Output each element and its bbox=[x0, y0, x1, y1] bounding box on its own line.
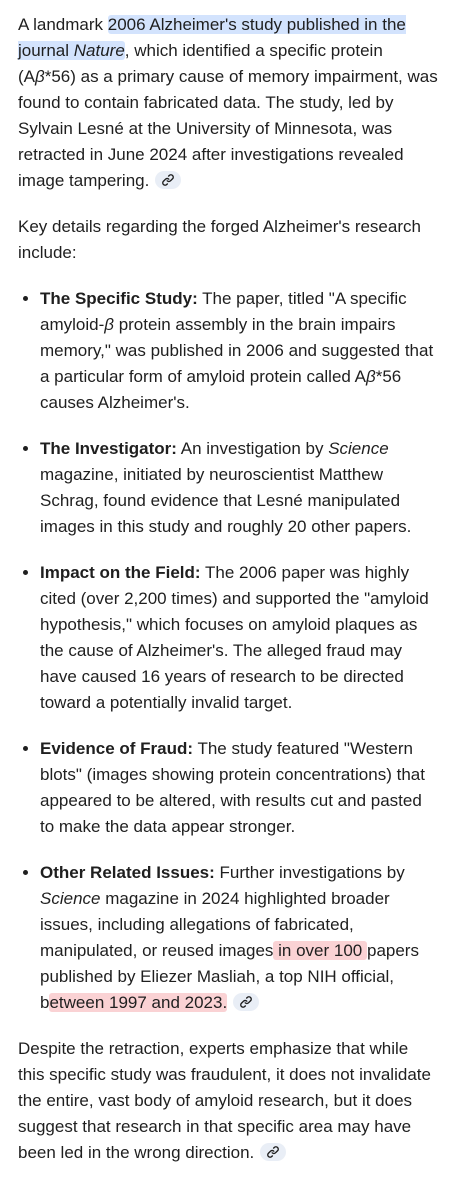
conclusion-paragraph bbox=[18, 1036, 438, 1166]
list-item-evidence bbox=[40, 736, 438, 840]
intro-post2: *56) as a primary cause of memory impairment, was found to contain fabricated data. The study, led by Sylvain Lesné at the University of Minnesota, was retracted in June 2024 after investigations revealed image tampering. bbox=[18, 67, 438, 190]
key-details-list bbox=[18, 286, 438, 1016]
bullet-text: The 2006 paper was highly cited (over 2,200 times) and supported the "amyloid hypothesis," which focuses on amyloid plaques as the cause of Alzheimer's. The alleged fraud may have caused 16 years of research to be directed toward a potentially invalid target. bbox=[40, 563, 429, 712]
bullet-text: protein assembly in the brain impairs memory," was published in 2006 and suggested that a particular form of amyloid protein called A bbox=[40, 315, 434, 386]
lead-in-paragraph: Key details regarding the forged Alzheimer's research include: bbox=[18, 217, 421, 262]
magazine-name: Science bbox=[40, 889, 101, 908]
bullet-text: The study featured "Western blots" (images showing protein concentrations) that appeared to be altered, with results cut and pasted to make the data appear stronger. bbox=[40, 739, 425, 836]
list-item-specific-study bbox=[40, 286, 438, 416]
citation-link-button[interactable] bbox=[233, 993, 259, 1011]
highlight-red-years: etween 1997 and 2023. bbox=[49, 993, 228, 1012]
bullet-title: The Specific Study: bbox=[40, 289, 198, 308]
beta-symbol: β bbox=[104, 315, 114, 334]
list-item-impact bbox=[40, 560, 438, 716]
magazine-name: Science bbox=[328, 439, 389, 458]
conclusion-text: Despite the retraction, experts emphasize that while this specific study was fraudulent, it does not invalidate the entire, vast body of amyloid research, but it does suggest that research in that specific area may have been led in the wrong direction. bbox=[18, 1039, 431, 1162]
beta-symbol: β bbox=[366, 367, 376, 386]
highlight-text: 2006 Alzheimer's study published in the journal bbox=[18, 15, 406, 60]
bullet-title: Evidence of Fraud: bbox=[40, 739, 194, 758]
link-icon bbox=[161, 173, 175, 187]
journal-name: Nature bbox=[73, 41, 125, 60]
bullet-title: Impact on the Field: bbox=[40, 563, 201, 582]
intro-post: , which identified a specific protein (A bbox=[18, 41, 383, 86]
bullet-text: The paper, titled "A specific amyloid- bbox=[40, 289, 407, 334]
bullet-text: Further investigations by bbox=[214, 863, 405, 882]
bullet-text: An investigation by bbox=[176, 439, 329, 458]
intro-paragraph bbox=[18, 12, 438, 194]
link-icon bbox=[266, 1145, 280, 1159]
bullet-text: magazine in 2024 highlighted broader issues, including allegations of fabricated, manipulated, or reused images bbox=[40, 889, 390, 960]
bullet-text: *56 causes Alzheimer's. bbox=[40, 367, 402, 412]
bullet-text: magazine, initiated by neuroscientist Matthew Schrag, found evidence that Lesné manipulated images in this study and roughly 20 other papers. bbox=[40, 465, 412, 536]
bullet-title: The Investigator: bbox=[40, 439, 177, 458]
beta-symbol: β bbox=[35, 67, 45, 86]
link-icon bbox=[239, 995, 253, 1009]
citation-link-button[interactable] bbox=[155, 171, 181, 189]
intro-pre: A landmark bbox=[18, 15, 108, 34]
bullet-title: Other Related Issues: bbox=[40, 863, 215, 882]
citation-link-button[interactable] bbox=[260, 1143, 286, 1161]
list-item-investigator bbox=[40, 436, 438, 540]
highlight-red-count: in over 100 bbox=[273, 941, 367, 960]
bullet-text: papers published by Eliezer Masliah, a top NIH official, b bbox=[40, 941, 419, 1012]
list-item-other-issues bbox=[40, 860, 438, 1016]
